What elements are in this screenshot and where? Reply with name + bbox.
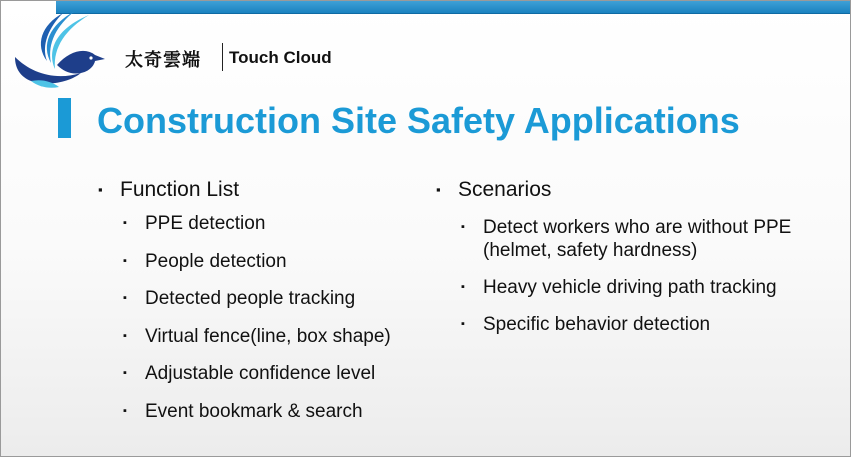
scenario-item-text: Specific behavior detection bbox=[483, 314, 711, 335]
scenario-item bbox=[461, 313, 813, 336]
bullet-icon: ▪ bbox=[123, 254, 127, 267]
function-list-item-text: Virtual fence(line, box shape) bbox=[145, 325, 391, 347]
function-list-item-text: Adjustable confidence level bbox=[145, 363, 376, 384]
scenarios-items bbox=[436, 216, 813, 336]
scenario-item bbox=[461, 216, 813, 262]
top-accent-bar bbox=[56, 1, 850, 14]
function-list-item-text: People detection bbox=[145, 250, 287, 272]
bullet-icon: ▪ bbox=[461, 281, 465, 293]
scenario-item bbox=[461, 276, 813, 299]
function-list-item-text: Detected people tracking bbox=[145, 288, 356, 309]
function-list-item bbox=[123, 362, 391, 385]
bullet-icon: ▪ bbox=[461, 318, 465, 330]
bullet-icon: ▪ bbox=[123, 367, 127, 379]
scenarios-column bbox=[436, 176, 813, 350]
function-list-item bbox=[123, 400, 391, 423]
brand-chinese-name: 太奇雲端 bbox=[125, 50, 201, 71]
title-accent-bar bbox=[58, 98, 71, 138]
function-list-items bbox=[98, 212, 391, 423]
scenarios-heading bbox=[436, 176, 813, 204]
scenario-item-text: Detect workers who are without PPE (helmet, safety hardness) bbox=[483, 217, 792, 261]
bullet-icon: ▪ bbox=[123, 404, 127, 417]
bullet-icon: ▪ bbox=[123, 329, 127, 342]
touch-cloud-logo bbox=[11, 7, 121, 93]
bullet-icon: ▪ bbox=[123, 217, 127, 229]
scenarios-heading-text: Scenarios bbox=[458, 178, 552, 201]
function-list-item-text: PPE detection bbox=[145, 213, 266, 234]
function-list-heading-text: Function List bbox=[120, 178, 240, 201]
function-list-item-text: Event bookmark & search bbox=[145, 400, 363, 422]
function-list-column bbox=[98, 176, 391, 437]
function-list-item bbox=[123, 287, 391, 310]
bullet-icon: ▪ bbox=[461, 221, 465, 233]
function-list-item bbox=[123, 250, 391, 273]
scenario-item-text: Heavy vehicle driving path tracking bbox=[483, 277, 777, 298]
bullet-icon: ▪ bbox=[98, 182, 103, 197]
brand-divider bbox=[222, 43, 223, 71]
function-list-heading bbox=[98, 176, 391, 204]
function-list-item bbox=[123, 212, 391, 235]
bullet-icon: ▪ bbox=[436, 182, 441, 197]
function-list-item bbox=[123, 325, 391, 348]
slide-title: Construction Site Safety Applications bbox=[97, 100, 740, 141]
bullet-icon: ▪ bbox=[123, 292, 127, 304]
brand-english-name: Touch Cloud bbox=[229, 48, 332, 67]
